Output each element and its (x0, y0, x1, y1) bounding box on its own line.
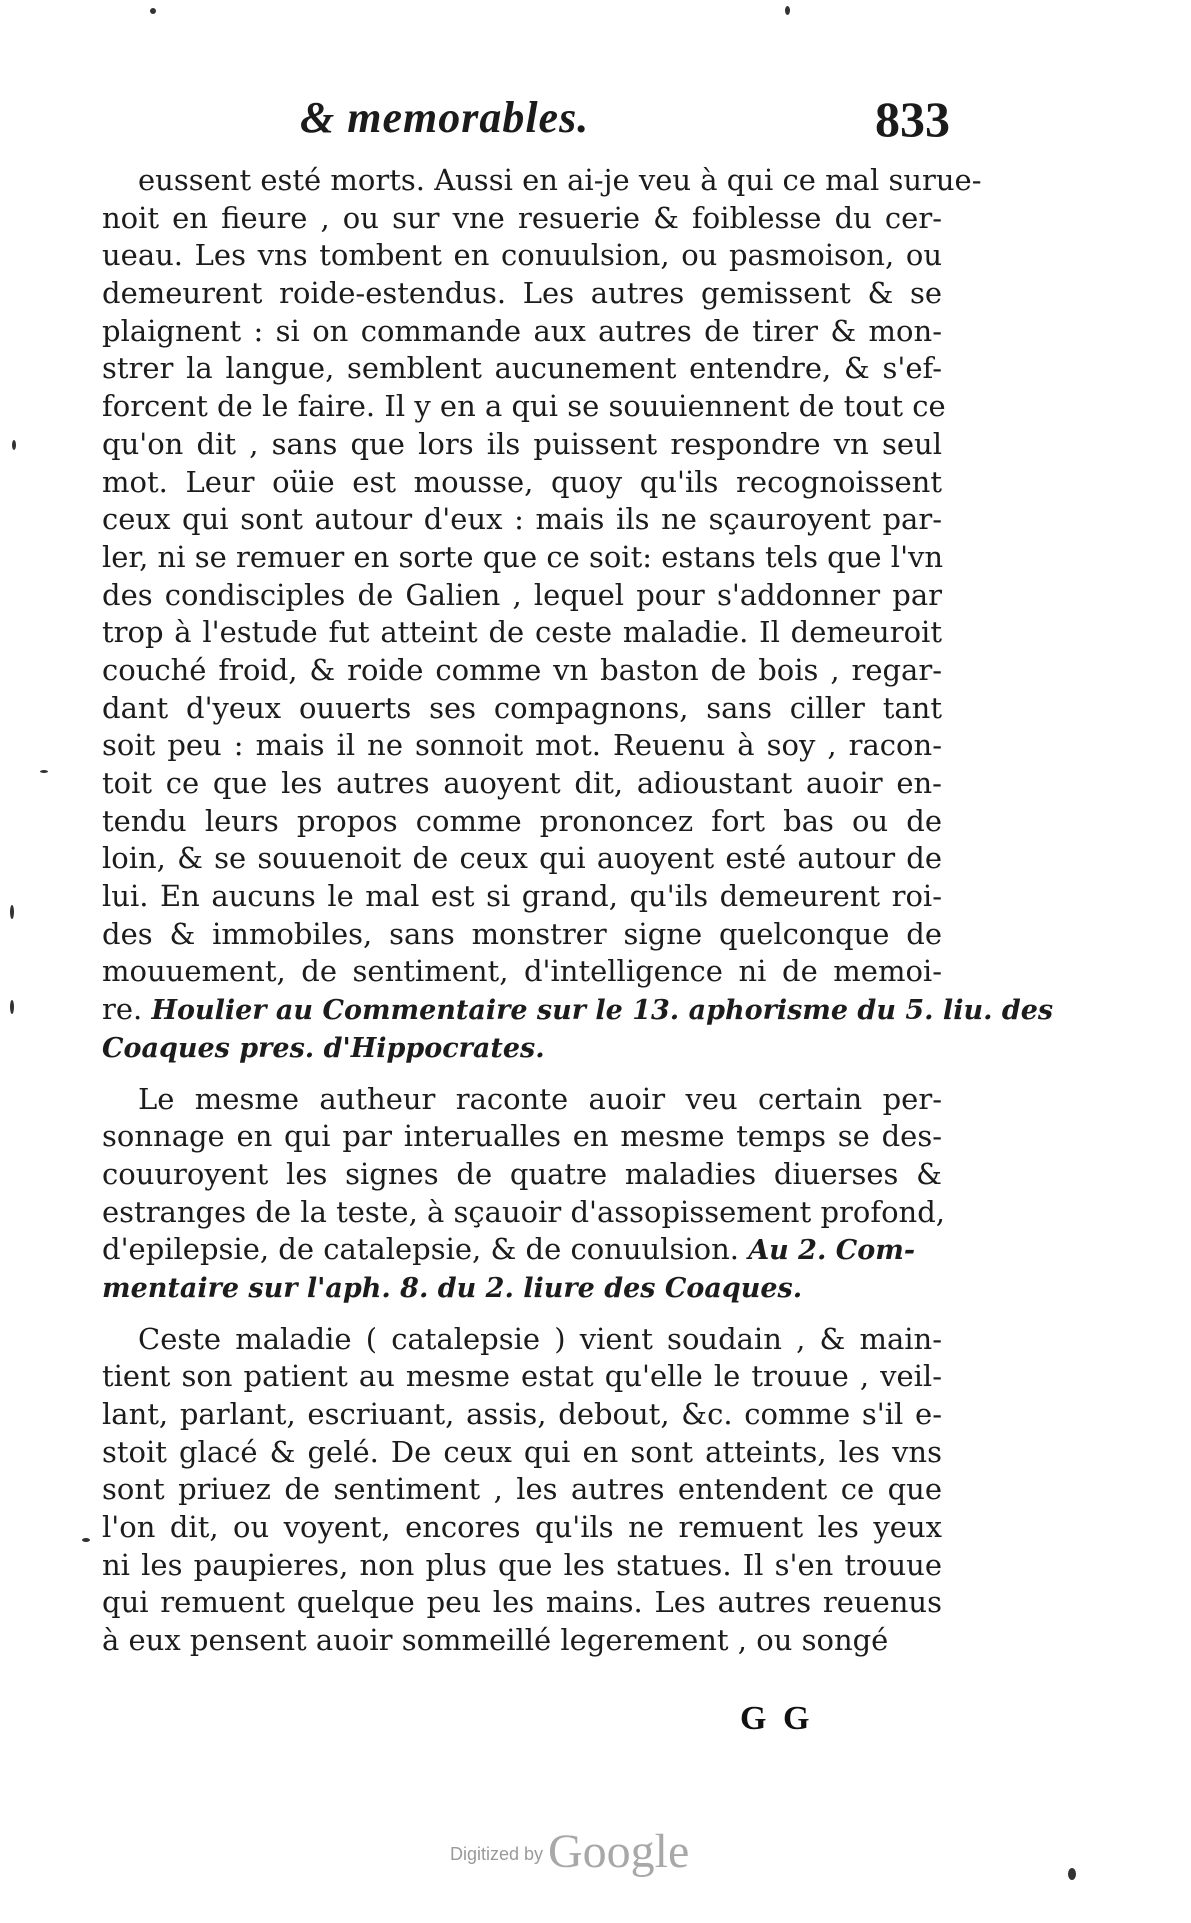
citation-line-2 (102, 1029, 942, 1067)
scan-speck (1068, 1868, 1076, 1880)
paragraph-1-tail: re. (102, 992, 143, 1027)
page-number: 833 (875, 91, 950, 147)
text-line: trop à l'estude fut atteint de ceste maladie. Il demeuroit (102, 615, 942, 650)
scan-speck (10, 905, 14, 919)
text-line: lant, parlant, escriuant, assis, debout, &c. comme s'il e- (102, 1397, 942, 1431)
text-line: dant d'yeux ouuerts ses compagnons, sans ciller tant (102, 690, 942, 725)
text-line: des condisciples de Galien , lequel pour s'addonner par (102, 577, 942, 612)
text-line: couché froid, & roide comme vn baston de bois , regar- (102, 652, 942, 687)
citation: mentaire sur l'aph. 8. du 2. liure des Coaques. (102, 1272, 803, 1304)
text-line: plaignent : si on commande aux autres de tirer & mon- (102, 313, 942, 348)
text-line: sonnage en qui par interualles en mesme temps se des- (102, 1119, 942, 1154)
page-header (300, 92, 950, 162)
text-line: forcent de le faire. Il y en a qui se souuiennent de tout ce (102, 389, 946, 424)
scan-speck (82, 1538, 90, 1542)
scan-speck (150, 8, 156, 14)
running-title: & memorables. (300, 93, 590, 142)
text-line: stoit glacé & gelé. De ceux qui en sont atteints, les vns (102, 1434, 942, 1469)
text-line: Le mesme autheur raconte auoir veu certain per- (138, 1081, 942, 1116)
text-line: l'on dit, ou voyent, encores qu'ils ne remuent les yeux (102, 1510, 942, 1545)
watermark-brand: Google (548, 1825, 690, 1878)
body-text (102, 162, 1054, 1660)
text-line: noit en fieure , ou sur vne resuerie & foiblesse du cer- (102, 200, 942, 235)
text-line: ler, ni se remuer en sorte que ce soit: estans tels que l'vn (102, 539, 944, 574)
text-line: strer la langue, semblent aucunement entendre, & s'ef- (102, 351, 942, 386)
text-line: toit ce que les autres auoyent dit, adioustant auoir en- (102, 766, 942, 800)
text-line: estranges de la teste, à sçauoir d'assopissement profond, (102, 1194, 946, 1229)
text-line: à eux pensent auoir sommeillé legerement , ou songé (102, 1623, 889, 1658)
scan-speck (12, 440, 16, 450)
text-line: lui. En aucuns le mal est si grand, qu'ils demeurent roi- (102, 879, 942, 914)
text-line: mouuement, de sentiment, d'intelligence ni de memoi- (102, 954, 942, 989)
text-line: qu'on dit , sans que lors ils puissent respondre vn seul (102, 426, 942, 461)
text-line: qui remuent quelque peu les mains. Les autres reuenus (102, 1585, 942, 1620)
paragraph-3 (102, 1321, 942, 1660)
text-line: soit peu : mais il ne sonnoit mot. Reuenu à soy , racon- (102, 728, 942, 763)
citation: Coaques pres. d'Hippocrates. (102, 1032, 545, 1064)
text-line: demeurent roide-estendus. Les autres gemissent & se (102, 276, 942, 311)
signature-mark: G G (740, 1700, 814, 1737)
text-line: Ceste maladie ( catalepsie ) vient soudain , & main- (138, 1321, 942, 1356)
text-line (102, 1231, 942, 1269)
text-line: sont priuez de sentiment , les autres entendent ce que (102, 1472, 942, 1507)
text-line: eussent esté morts. Aussi en ai-je veu à qui ce mal surue- (138, 163, 982, 197)
text-line: tient son patient au mesme estat qu'elle le trouue , veil- (102, 1359, 942, 1394)
citation-line-1 (102, 991, 1054, 1029)
text-line: loin, & se souuenoit de ceux qui auoyent esté autour de (102, 841, 942, 876)
text-line: ceux qui sont autour d'eux : mais ils ne sçauroyent par- (102, 502, 942, 537)
text-line: couuroyent les signes de quatre maladies diuerses & (102, 1156, 942, 1191)
text-line-content: d'epilepsie, de catalepsie, & de conuulsion. (102, 1232, 739, 1267)
digitized-by-watermark (450, 1820, 750, 1880)
text-line: mot. Leur oüie est mousse, quoy qu'ils recognoissent (102, 464, 942, 499)
text-line: tendu leurs propos comme prononcez fort bas ou de (102, 803, 942, 838)
scan-speck (10, 1000, 14, 1014)
text-line: ni les paupieres, non plus que les statues. Il s'en trouue (102, 1547, 942, 1582)
text-line: ueau. Les vns tombent en conuulsion, ou pasmoison, ou (102, 238, 942, 273)
citation: Houlier au Commentaire sur le 13. aphorisme du 5. liu. des (151, 995, 1054, 1027)
scan-speck (785, 6, 790, 15)
watermark-prefix: Digitized by (450, 1844, 544, 1864)
paragraph-2 (102, 1081, 946, 1269)
citation: Au 2. Com- (748, 1235, 916, 1267)
paragraph-1 (102, 162, 982, 991)
scan-speck (40, 770, 48, 773)
citation-line-3 (102, 1269, 942, 1307)
text-line: des & immobiles, sans monstrer signe quelconque de (102, 916, 942, 951)
